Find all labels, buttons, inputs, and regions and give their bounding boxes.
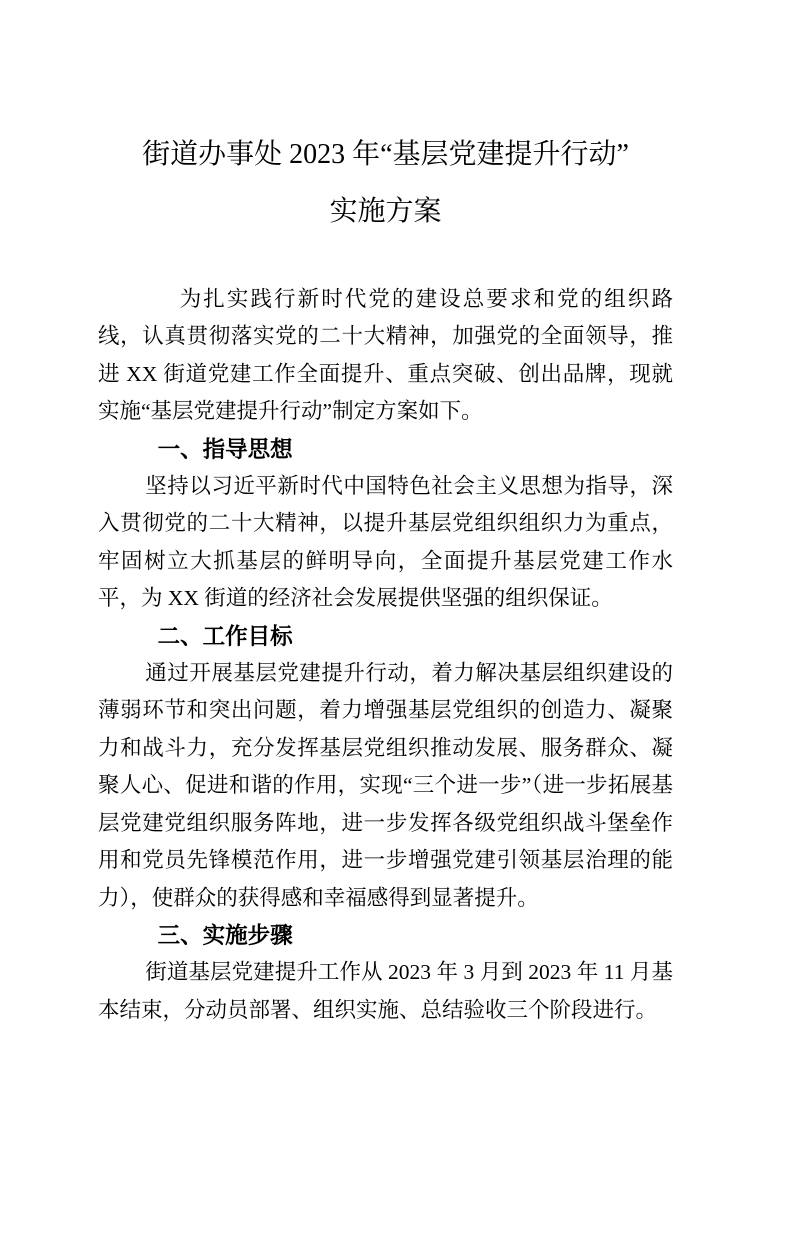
section-2-heading: 二、工作目标 bbox=[157, 623, 293, 649]
section-1-heading: 一、指导思想 bbox=[157, 436, 293, 462]
title-line-1: 街道办事处 2023 年“基层党建提升行动” bbox=[142, 139, 629, 170]
section-3-paragraph: 街道基层党建提升工作从 2023 年 3 月到 2023 年 11 月基本结束，分动员部署、组织实施、总结验收三个阶段进行。 bbox=[98, 960, 673, 1022]
intro-paragraph: 为扎实践行新时代党的建设总要求和党的组织路线，认真贯彻落实党的二十大精神，加强党的全面领导，推进 XX 街道党建工作全面提升、重点突破、创出品牌，现就实施“基层党建提升行动”制定方案如下。 bbox=[98, 287, 673, 424]
section-3-heading: 三、实施步骤 bbox=[157, 922, 293, 948]
document-title bbox=[98, 126, 673, 240]
section-1-paragraph: 坚持以习近平新时代中国特色社会主义思想为指导，深入贯彻党的二十大精神，以提升基层党组织组织力为重点， 牢固树立大抓基层的鲜明导向，全面提升基层党建工作水平，为 XX 街道的经济社会发展提供坚强的组织保证。 bbox=[98, 474, 673, 611]
document-page bbox=[0, 126, 794, 1248]
section-2-paragraph: 通过开展基层党建提升行动，着力解决基层组织建设的薄弱环节和突出问题，着力增强基层党组织的创造力、凝聚力和战斗力，充分发挥基层党组织推动发展、服务群众、凝聚人心、促进和谐的作用，实现“三个进一步”（进一步拓展基层党建党组织服务阵地，进一步发挥各级党组织战斗堡垒作用和党员先锋模范作用，进一步增强党建引领基层治理的能力），使群众的获得感和幸福感得到显著提升。 bbox=[98, 661, 673, 910]
title-line-2: 实施方案 bbox=[329, 196, 442, 227]
